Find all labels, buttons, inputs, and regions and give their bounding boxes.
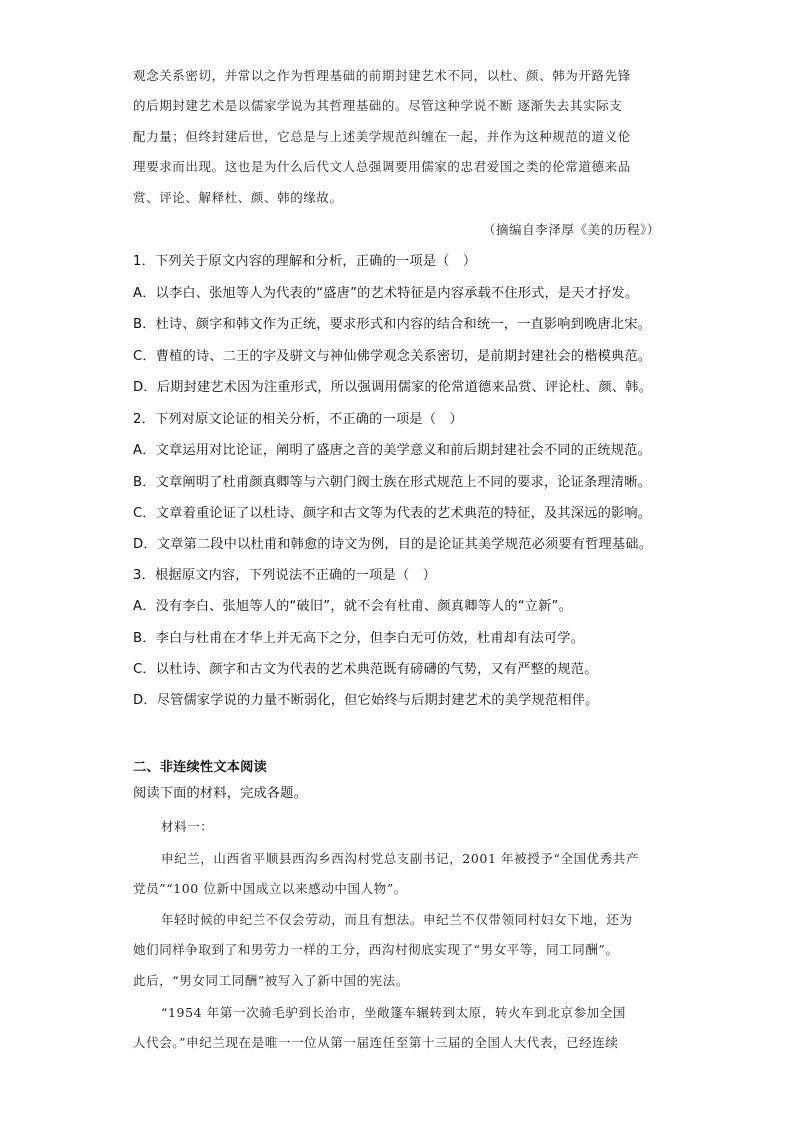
question-stem: 1．下列关于原文内容的理解和分析，正确的一项是（ ） (133, 254, 477, 269)
passage-line: 的后期封建艺术是以儒家学说为其哲理基础的。尽管这种学说不断 逐渐失去其实际支 (133, 98, 623, 113)
passage-source: （摘编自李泽厚《美的历程》） (482, 222, 660, 237)
material-paragraph-line: 她们同样争取到了和男劳力一样的工分，西沟村彻底实现了“男女平等，同工同酬”。 (133, 942, 619, 957)
option-d: D．文章第二段中以杜甫和韩愈的诗文为例，目的是论证其美学规范必须要有哲理基础。 (133, 537, 653, 552)
option-c: C．文章着重论证了以杜诗、颜字和古文等为代表的艺术典范的特征，及其深远的影响。 (133, 506, 652, 521)
material-paragraph-line: 年轻时候的申纪兰不仅会劳动，而且有想法。申纪兰不仅带领同村妇女下地，还为 (161, 912, 633, 927)
question-stem: 3．根据原文内容，下列说法不正确的一项是（ ） (133, 568, 437, 583)
passage-line: 理要求而出现。这也是为什么后代文人总强调要用儒家的忠君爱国之类的伦常道德来品 (133, 159, 631, 174)
material-label: 材料一： (161, 819, 214, 834)
option-a: A．没有李白、张旭等人的“破旧”，就不会有杜甫、颜真卿等人的“立新”。 (133, 599, 572, 614)
passage-line: 配力量；但终封建后世，它总是与上述美学规范纠缠在一起，并作为这种规范的道义伦 (133, 129, 631, 144)
material-paragraph-line: 党员”“100 位新中国成立以来感动中国人物”。 (133, 881, 407, 896)
option-a: A．以李白、张旭等人为代表的“盛唐”的艺术特征是内容承载不住形式，是天才抒发。 (133, 286, 639, 301)
option-b: B．李白与杜甫在才华上并无高下之分，但李白无可仿效，杜甫却有法可学。 (133, 631, 585, 646)
material-paragraph-line: 此后，“男女同工同酬”被写入了新中国的宪法。 (133, 973, 409, 988)
material-paragraph-line: 申纪兰，山西省平顺县西沟乡西沟村党总支副书记，2001 年被授予“全国优秀共产 (161, 851, 640, 866)
option-b: B．文章阐明了杜甫颜真卿等与六朝门阀士族在形式规范上不同的要求，论证条理清晰。 (133, 475, 651, 490)
option-c: C．以杜诗、颜字和古文为代表的艺术典范既有磅礴的气势，又有严整的规范。 (133, 662, 598, 677)
section-instruction: 阅读下面的材料，完成各题。 (133, 786, 308, 801)
option-d: D．后期封建艺术因为注重形式，所以强调用儒家的伦常道德来品赏、评论杜、颜、韩。 (133, 380, 653, 395)
passage-line: 观念关系密切，并常以之作为哲理基础的前期封建艺术不同，以杜、颜、韩为开路先锋 (133, 68, 631, 83)
option-b: B．杜诗、颜字和韩文作为正统，要求形式和内容的结合和统一，一直影响到晚唐北宋。 (133, 317, 651, 332)
material-paragraph-line: 人代会。”申纪兰现在是唯一一位从第一届连任至第十三届的全国人大代表，已经连续 (133, 1035, 619, 1050)
passage-line: 赏、评论、解释杜、颜、韩的缘故。 (133, 190, 343, 205)
option-d: D．尽管儒家学说的力量不断弱化，但它始终与后期封建艺术的美学规范相伴。 (133, 693, 599, 708)
option-c: C．曹植的诗、二王的字及骈文与神仙佛学观念关系密切，是前期封建社会的楷模典范。 (133, 349, 652, 364)
question-stem: 2．下列对原文论证的相关分析，不正确的一项是（ ） (133, 412, 463, 427)
option-a: A．文章运用对比论证，阐明了盛唐之音的美学意义和前后期封建社会不同的正统规范。 (133, 443, 651, 458)
section-heading: 二、非连续性文本阅读 (133, 760, 267, 775)
material-paragraph-line: “1954 年第一次骑毛驴到长治市，坐敞篷车辗转到太原，转火车到北京参加全国 (161, 1005, 626, 1020)
